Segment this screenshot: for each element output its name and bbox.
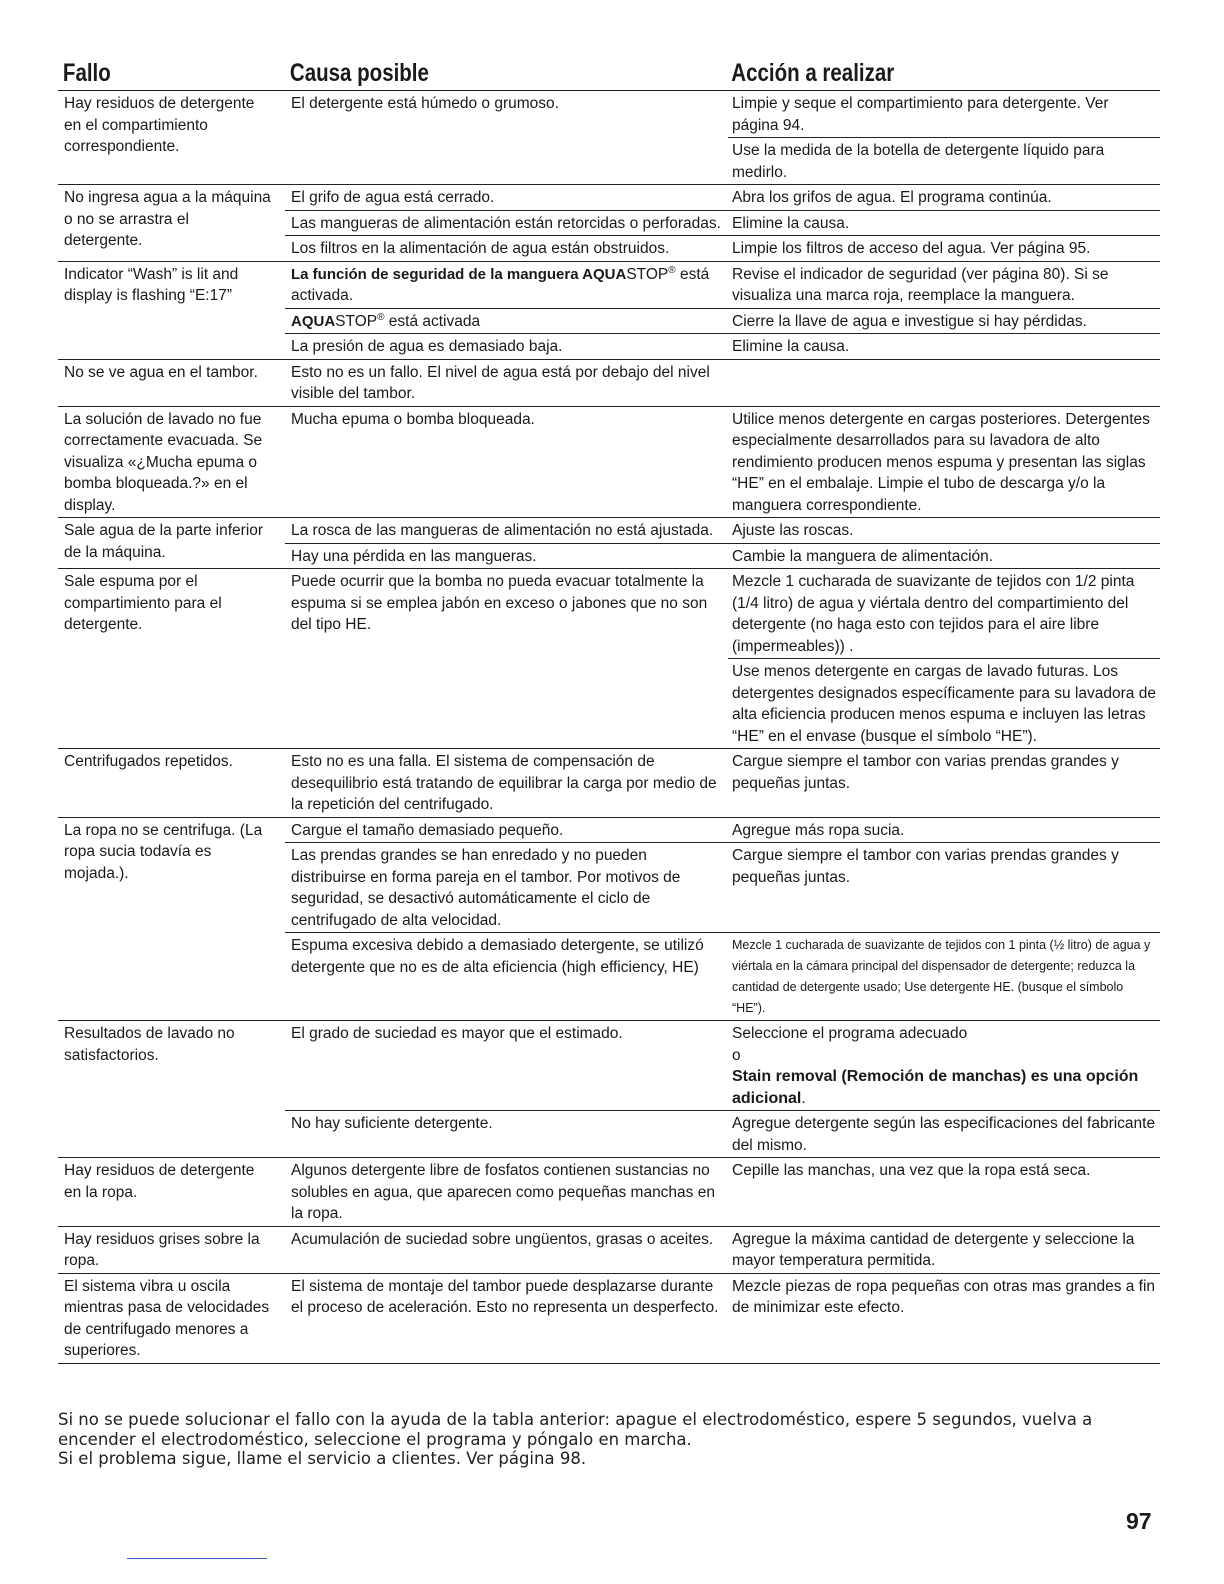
- troubleshooting-table: [58, 56, 1160, 1364]
- table-row: [58, 91, 1160, 185]
- action-item: Agregue más ropa sucia.: [732, 821, 905, 839]
- action-cell: [728, 211, 1160, 236]
- cause-action-group: [285, 569, 1160, 748]
- action-cell: [728, 309, 1160, 334]
- table-row: [58, 185, 1160, 262]
- cause-cell: Las prendas grandes se han enredado y no pueden distribuirse en forma pareja en el tambor. Por motivos de seguridad, se desactivó automáticamente el ciclo de centrifugado de alta velocidad.: [291, 847, 681, 929]
- table-row: [58, 360, 1160, 407]
- action-cell: [728, 749, 1160, 817]
- cause-row: [285, 1021, 1160, 1110]
- action-cell: [728, 1227, 1160, 1273]
- table-row: [58, 818, 1160, 1022]
- cause-action-group: [285, 91, 1160, 184]
- cause-action-group: [285, 262, 1160, 359]
- action-item: Cierre la llave de agua e investigue si hay pérdidas.: [732, 312, 1087, 330]
- cause-row: [285, 262, 1160, 308]
- cause-trademark: STOP: [335, 312, 378, 330]
- cause-cell: Mucha epuma o bomba bloqueada.: [291, 410, 535, 428]
- action-cell: [728, 236, 1160, 261]
- fault-cell: Sale agua de la parte inferior de la máquina.: [64, 522, 264, 561]
- fault-cell: Resultados de lavado no satisfactorios.: [64, 1025, 235, 1064]
- cause-action-group: [285, 360, 1160, 406]
- action-cell: [728, 518, 1160, 543]
- action-cell: [728, 91, 1160, 184]
- cause-row: [285, 543, 1160, 569]
- action-cell: [728, 407, 1160, 518]
- table-row: [58, 1021, 1160, 1158]
- action-item: Mezcle 1 cucharada de suavizante de tejidos con 1/2 pinta (1/4 litro) de agua y viértala dentro del compartimiento del detergente (no haga esto con tejidos para el aire libre (impermeables)) .: [732, 573, 1135, 655]
- action-item: Agregue detergente según las especificaciones del fabricante del mismo.: [732, 1115, 1156, 1154]
- fault-cell: Indicator “Wash” is lit and display is flashing “E:17”: [64, 265, 239, 304]
- cause-row: [285, 818, 1160, 843]
- cause-row: [285, 932, 1160, 1020]
- action-cell: [728, 569, 1160, 748]
- table-row: [58, 1158, 1160, 1227]
- action-item: Elimine la causa.: [732, 214, 850, 232]
- cause-action-group: [285, 518, 1160, 568]
- header-fault: Fallo: [62, 59, 111, 87]
- cause-cell: El grado de suciedad es mayor que el estimado.: [291, 1025, 623, 1042]
- action-part: .: [801, 1089, 806, 1107]
- cause-action-group: [285, 1158, 1160, 1226]
- action-item: Cambie la manguera de alimentación.: [732, 547, 994, 565]
- cause-row: [285, 569, 1160, 748]
- cause-trademark: STOP: [626, 265, 669, 283]
- cause-row: [285, 308, 1160, 334]
- action-cell: [728, 1021, 1160, 1110]
- footer-line-2: Si el problema sigue, llame el servicio a clientes. Ver página 98.: [58, 1449, 587, 1468]
- cause-row: [285, 407, 1160, 518]
- cause-row: [285, 210, 1160, 236]
- action-item: Limpie y seque el compartimiento para detergente. Ver página 94.: [732, 95, 1109, 134]
- fault-cell: Hay residuos grises sobre la ropa.: [64, 1230, 260, 1269]
- action-cell: [728, 360, 1160, 406]
- action-item: Utilice menos detergente en cargas posteriores. Detergentes especialmente desarrollados para su lavadora de alto rendimiento producen menos espuma y presentan las siglas “HE” en el embalaje. Limpie el tubo de descarga y/o la manguera correspondiente.: [732, 410, 1150, 514]
- action-cell: [728, 334, 1160, 359]
- cause-cell: [285, 262, 728, 308]
- cause-row: [285, 1274, 1160, 1320]
- cause-row: [285, 360, 1160, 406]
- action-item: Use la medida de la botella de detergente líquido para medirlo.: [728, 137, 1160, 184]
- action-item: Mezcle 1 cucharada de suavizante de tejidos con 1 pinta (½ litro) de agua y viértala en la cámara principal del dispensador de detergente; reduzca la cantidad de detergente usado; Use detergente HE. (busque el símbolo “HE”).: [732, 938, 1151, 1015]
- cause-cell: Espuma excesiva debido a demasiado detergente, se utilizó detergente que no es de alta eficiencia (high efficiency, HE): [291, 937, 704, 976]
- action-item: [728, 360, 1160, 363]
- action-item: Limpie los filtros de acceso del agua. Ver página 95.: [732, 240, 1091, 257]
- cause-bold: La función de seguridad de la manguera AQUA: [291, 265, 627, 283]
- action-part: o: [732, 1046, 741, 1064]
- cause-cell: Hay una pérdida en las mangueras.: [291, 547, 537, 565]
- fault-cell: La ropa no se centrifuga. (La ropa sucia todavía es mojada.).: [64, 821, 263, 882]
- cause-cell: Cargue el tamaño demasiado pequeño.: [291, 821, 564, 839]
- registered-mark: ®: [377, 311, 385, 323]
- cause-row: [285, 842, 1160, 932]
- action-cell: [728, 1158, 1160, 1226]
- action-item: Cargue siempre el tambor con varias prendas grandes y pequeñas juntas.: [732, 753, 1119, 792]
- table-row: [58, 407, 1160, 519]
- cause-cell: La presión de agua es demasiado baja.: [291, 338, 563, 355]
- action-part: Seleccione el programa adecuado: [732, 1025, 968, 1042]
- cause-row: [285, 749, 1160, 817]
- table-body: [58, 91, 1160, 1364]
- cause-cell: Acumulación de suciedad sobre ungüentos, grasas o aceites.: [291, 1230, 714, 1248]
- cause-action-group: [285, 1227, 1160, 1273]
- action-part: Stain removal (Remoción de manchas) es una opción adicional: [732, 1068, 1139, 1107]
- header-cause: Causa posible: [289, 59, 429, 87]
- table-row: [58, 1227, 1160, 1274]
- fault-cell: No se ve agua en el tambor.: [64, 363, 258, 381]
- action-item: Cargue siempre el tambor con varias prendas grandes y pequeñas juntas.: [732, 847, 1119, 886]
- fault-cell: Centrifugados repetidos.: [64, 753, 233, 770]
- action-item: Revise el indicador de seguridad (ver página 80). Si se visualiza una marca roja, reemplace la manguera.: [732, 265, 1109, 304]
- footer-note: [58, 1410, 1160, 1469]
- cause-cell: Los filtros en la alimentación de agua están obstruidos.: [291, 240, 670, 257]
- action-cell: [728, 933, 1160, 1020]
- registered-mark: ®: [668, 264, 676, 276]
- action-item: Ajuste las roscas.: [732, 522, 854, 539]
- cause-cell: Puede ocurrir que la bomba no pueda evacuar totalmente la espuma si se emplea jabón en exceso o jabones que no son del tipo HE.: [291, 573, 708, 633]
- cause-row: [285, 1110, 1160, 1157]
- fault-cell: La solución de lavado no fue correctamente evacuada. Se visualiza «¿Mucha epuma o bomba bloqueada.?» en el display.: [64, 410, 263, 514]
- cause-cell: Esto no es un fallo. El nivel de agua está por debajo del nivel visible del tambor.: [291, 363, 710, 402]
- fault-cell: Hay residuos de detergente en la ropa.: [64, 1162, 255, 1201]
- cause-cell: Esto no es una falla. El sistema de compensación de desequilibrio está tratando de equilibrar la carga por medio de la repetición del centrifugado.: [291, 753, 717, 813]
- action-item: Mezcle piezas de ropa pequeñas con otras mas grandes a fin de minimizar este efecto.: [732, 1277, 1156, 1316]
- action-item: Abra los grifos de agua. El programa continúa.: [732, 189, 1052, 206]
- table-row: [58, 262, 1160, 360]
- action-item: Use menos detergente en cargas de lavado futuras. Los detergentes designados específicamente para su lavadora de alta eficiencia producen menos espuma e incluyen las letras “HE” en el envase (busque el símbolo “HE”).: [728, 658, 1160, 748]
- action-cell: [728, 262, 1160, 308]
- table-row: [58, 1274, 1160, 1364]
- cause-row: [285, 91, 1160, 184]
- cause-row: [285, 1227, 1160, 1273]
- action-item: Elimine la causa.: [732, 338, 850, 355]
- header-action: Acción a realizar: [731, 59, 895, 87]
- cause-row: [285, 185, 1160, 210]
- cause-action-group: [285, 1021, 1160, 1157]
- cause-cell: El grifo de agua está cerrado.: [291, 189, 495, 206]
- table-row: [58, 569, 1160, 749]
- cause-cell: [285, 309, 728, 334]
- cause-cell: Las mangueras de alimentación están retorcidas o perforadas.: [291, 214, 721, 232]
- action-cell: [728, 843, 1160, 932]
- cause-row: [285, 333, 1160, 359]
- action-cell: [728, 544, 1160, 569]
- cause-action-group: [285, 1274, 1160, 1363]
- divider-line: [127, 1558, 267, 1559]
- action-cell: [728, 185, 1160, 210]
- action-item: [728, 1021, 1160, 1110]
- cause-cell: El detergente está húmedo o grumoso.: [291, 95, 559, 112]
- action-cell: [728, 818, 1160, 843]
- cause-cell: La rosca de las mangueras de alimentación no está ajustada.: [291, 522, 714, 539]
- action-cell: [728, 1274, 1160, 1320]
- cause-action-group: [285, 185, 1160, 261]
- table-row: [58, 518, 1160, 569]
- fault-cell: Hay residuos de detergente en el compartimiento correspondiente.: [64, 95, 255, 155]
- fault-cell: El sistema vibra u oscila mientras pasa de velocidades de centrifugado menores a superiores.: [64, 1277, 270, 1359]
- cause-cell: No hay suficiente detergente.: [291, 1115, 493, 1132]
- cause-row: [285, 235, 1160, 261]
- cause-action-group: [285, 818, 1160, 1021]
- cause-row: [285, 1158, 1160, 1226]
- action-item: Agregue la máxima cantidad de detergente y seleccione la mayor temperatura permitida.: [732, 1230, 1135, 1269]
- table-header: [58, 56, 1160, 91]
- fault-cell: Sale espuma por el compartimiento para el detergente.: [64, 573, 222, 633]
- action-item: Cepille las manchas, una vez que la ropa está seca.: [732, 1162, 1091, 1179]
- table-row: [58, 749, 1160, 818]
- fault-cell: No ingresa agua a la máquina o no se arrastra el detergente.: [64, 189, 271, 249]
- cause-action-group: [285, 407, 1160, 518]
- cause-text: está activada.: [291, 265, 710, 304]
- cause-row: [285, 518, 1160, 543]
- cause-bold: AQUA: [291, 312, 336, 330]
- page-number: 97: [1126, 1508, 1152, 1534]
- cause-text: está activada: [388, 312, 481, 330]
- action-cell: [728, 1111, 1160, 1157]
- footer-line-1: Si no se puede solucionar el fallo con la ayuda de la tabla anterior: apague el electrodoméstico, espere 5 segundos, vuelva a encender el electrodoméstico, seleccione el programa y póngalo en marcha.: [58, 1410, 1093, 1449]
- cause-cell: Algunos detergente libre de fosfatos contienen sustancias no solubles en agua, que aparecen como pequeñas manchas en la ropa.: [291, 1162, 715, 1222]
- cause-cell: El sistema de montaje del tambor puede desplazarse durante el proceso de aceleración. Esto no representa un desperfecto.: [291, 1277, 719, 1316]
- cause-action-group: [285, 749, 1160, 817]
